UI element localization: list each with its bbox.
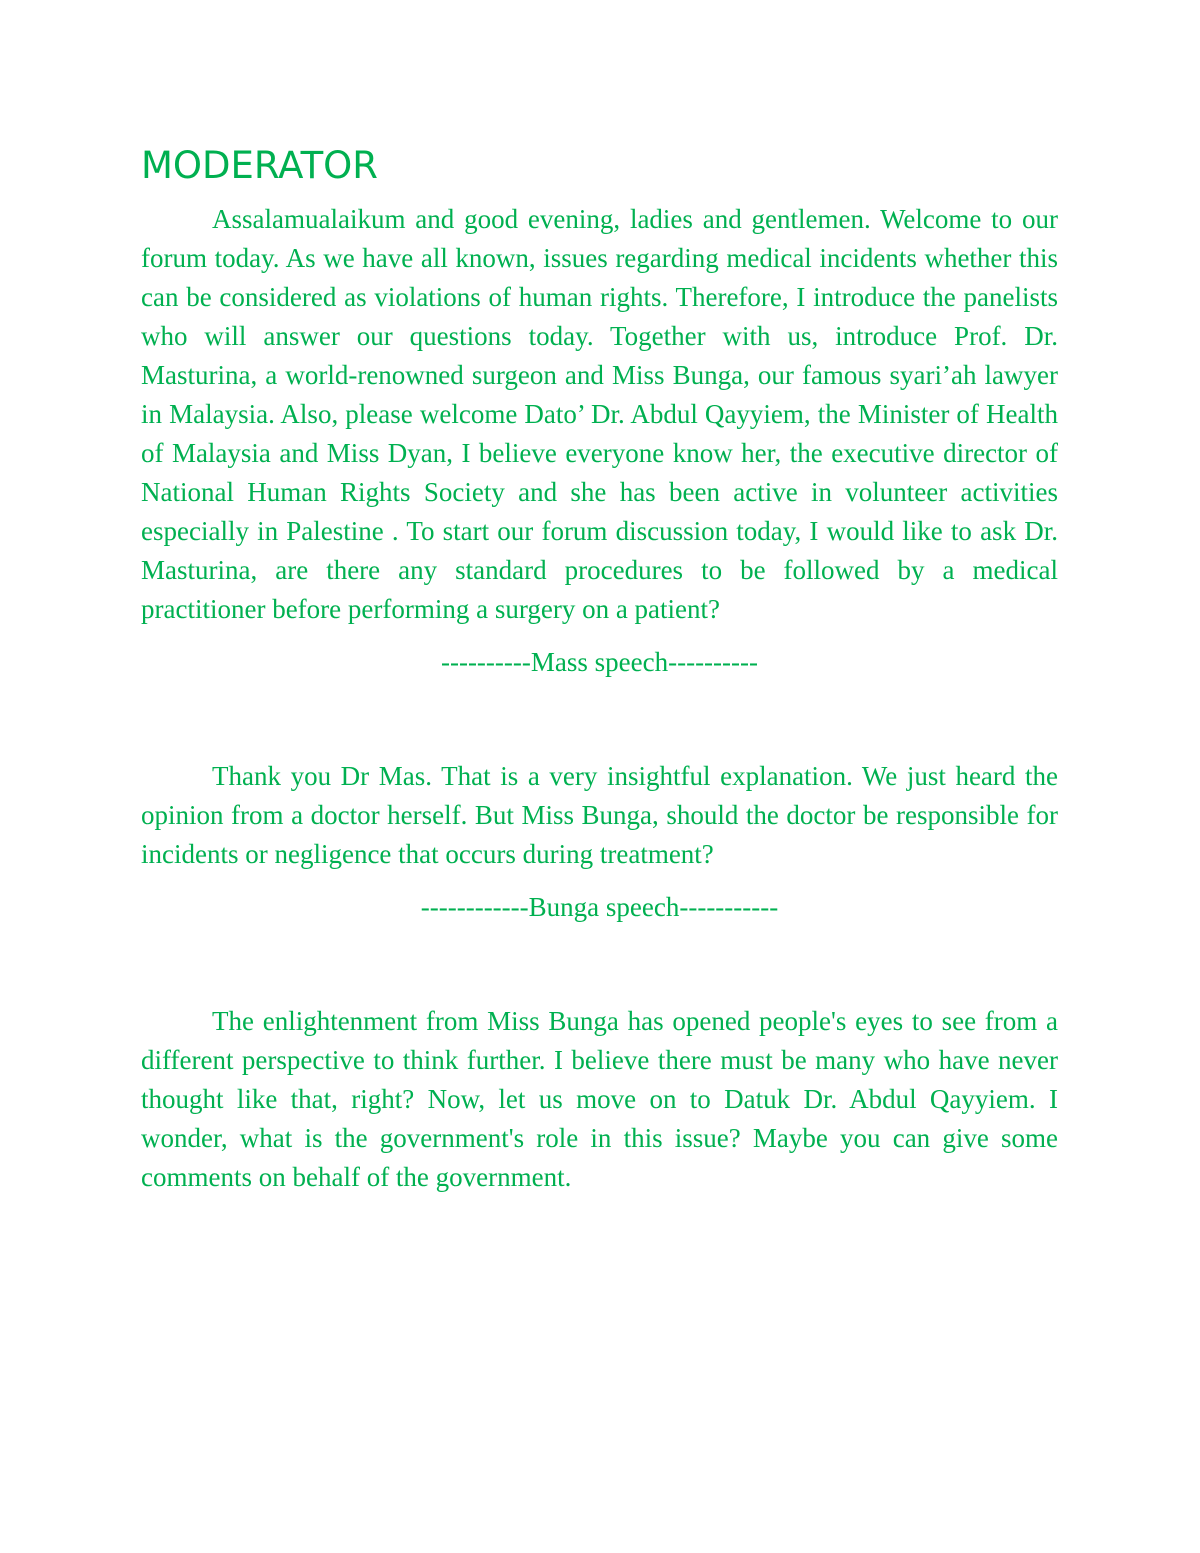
speech-marker-bunga: ------------Bunga speech----------- xyxy=(420,892,779,922)
spacer xyxy=(141,874,1058,888)
spacer xyxy=(141,682,1058,757)
spacer xyxy=(141,629,1058,643)
page-heading: MODERATOR xyxy=(141,144,378,187)
speech-marker-mass: ----------Mass speech---------- xyxy=(440,647,759,677)
document-body xyxy=(141,138,1058,1197)
moderator-paragraph-1: Assalamualaikum and good evening, ladies and gentlemen. Welcome to our forum today. As we have all known, issues regarding medical incidents whether this can be considered as violations of human rights. Therefore, I introduce the panelists who will answer our questions today. Together with us, introduce Prof. Dr. Masturina, a world-renowned surgeon and Miss Bunga, our famous syari’ah lawyer in Malaysia. Also, please welcome Dato’ Dr. Abdul Qayyiem, the Minister of Health of Malaysia and Miss Dyan, I believe everyone know her, the executive director of National Human Rights Society and she has been active in volunteer activities especially in Palestine . To start our forum discussion today, I would like to ask Dr. Masturina, are there any standard procedures to be followed by a medical practitioner before performing a surgery on a patient? xyxy=(141,204,1058,624)
moderator-paragraph-2: Thank you Dr Mas. That is a very insightful explanation. We just heard the opinion from a doctor herself. But Miss Bunga, should the doctor be responsible for incidents or negligence that occurs during treatment? xyxy=(141,761,1058,869)
spacer xyxy=(141,927,1058,1002)
moderator-paragraph-3: The enlightenment from Miss Bunga has opened people's eyes to see from a different perspective to think further. I believe there must be many who have never thought like that, right? Now, let us move on to Datuk Dr. Abdul Qayyiem. I wonder, what is the government's role in this issue? Maybe you can give some comments on behalf of the government. xyxy=(141,1006,1058,1192)
